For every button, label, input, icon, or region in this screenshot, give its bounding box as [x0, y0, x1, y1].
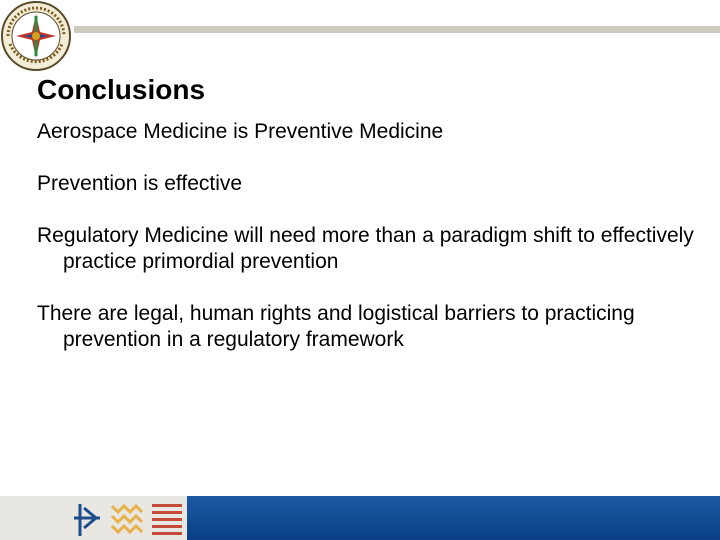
bullet-item: Aerospace Medicine is Preventive Medicine: [37, 120, 444, 143]
slide-title: Conclusions: [37, 74, 206, 105]
footer-band: [0, 496, 720, 540]
bullet-item: There are legal, human rights and logistical barriers to practicing prevention in a regulatory framework: [37, 302, 635, 351]
footer-blue-bar: [187, 496, 720, 540]
agency-wings-logo-icon: [70, 496, 190, 540]
bullet-item: Prevention is effective: [37, 172, 243, 195]
aerospace-medical-association-seal-icon: [0, 0, 72, 72]
bullet-item: Regulatory Medicine will need more than a paradigm shift to effectively practice primordial prevention: [37, 224, 694, 273]
bullet-list: [37, 119, 697, 353]
header-divider: [74, 26, 720, 33]
